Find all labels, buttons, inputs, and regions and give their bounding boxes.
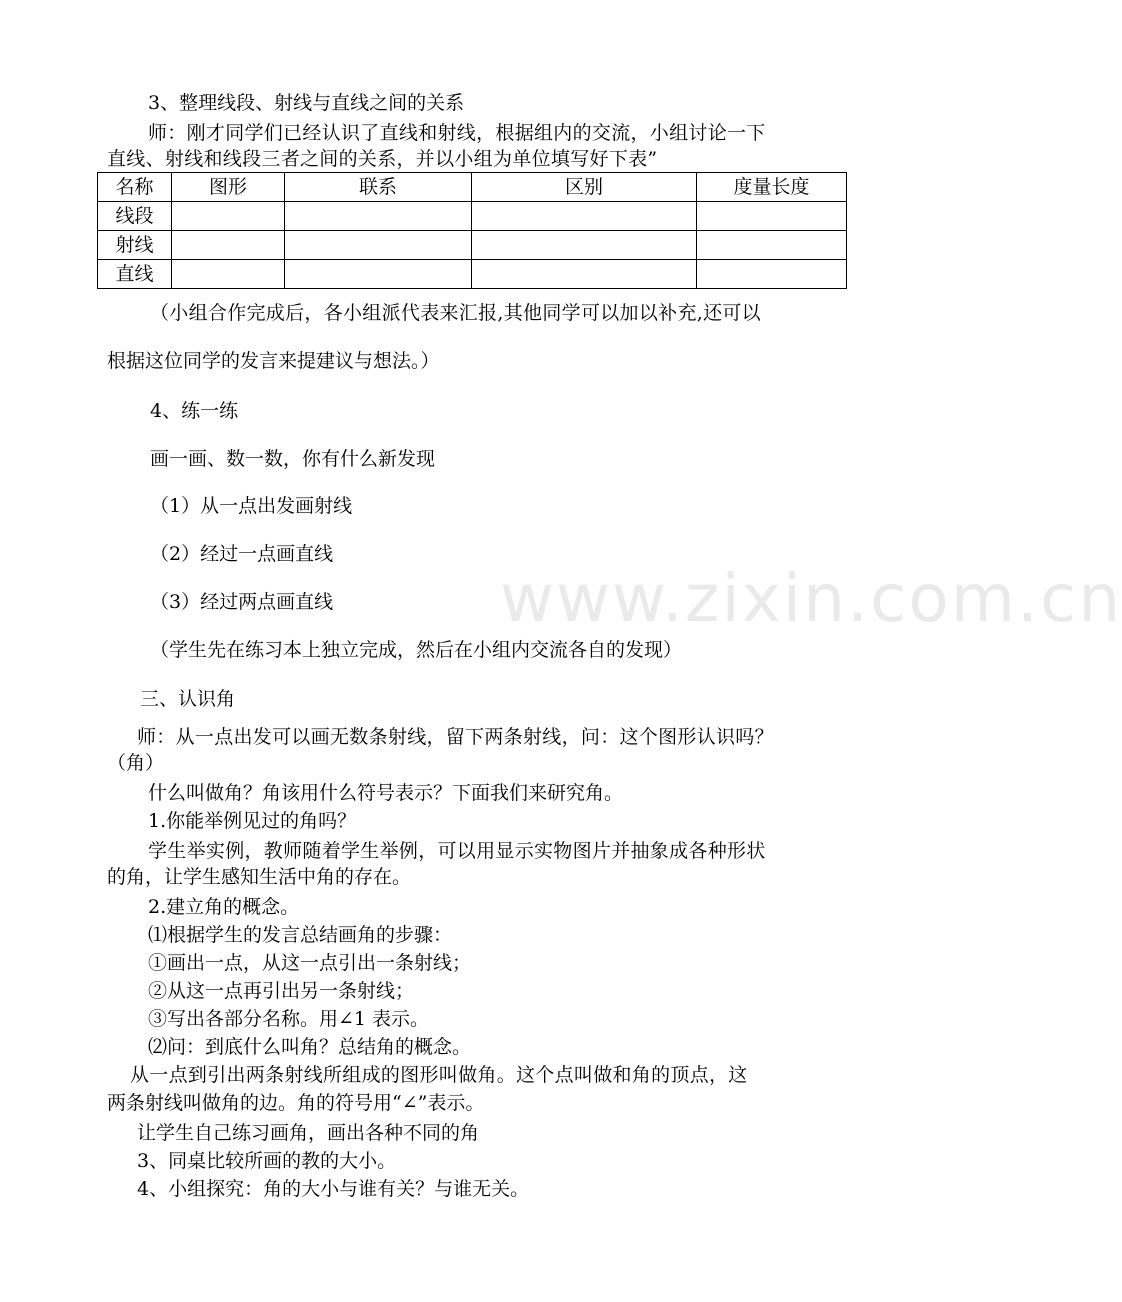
- item-4: 4、小组探究：角的大小与谁有关？与谁无关。: [137, 1178, 530, 1200]
- angle-teacher-line-1: 师：从一点出发可以画无数条射线，留下两条射线，问：这个图形认识吗？: [137, 726, 774, 748]
- item-2-sub-1: ⑴根据学生的发言总结画角的步骤：: [148, 924, 453, 946]
- empty-cell: [697, 202, 847, 231]
- row-label-segment: 线段: [98, 202, 172, 231]
- part3-title: 三、认识角: [140, 688, 236, 710]
- table-row: [98, 202, 847, 231]
- empty-cell: [172, 260, 285, 289]
- practice-item-1: （1）从一点出发画射线: [150, 495, 353, 517]
- relation-table: [97, 172, 847, 289]
- header-name: 名称: [98, 173, 172, 202]
- step-3: ③写出各部分名称。用∠1 表示。: [148, 1008, 430, 1030]
- header-figure: 图形: [172, 173, 285, 202]
- table-row: [98, 260, 847, 289]
- empty-cell: [285, 231, 472, 260]
- header-relation: 联系: [285, 173, 472, 202]
- group-note-line-1: （小组合作完成后，各小组派代表来汇报,其他同学可以加以补充,还可以: [150, 302, 761, 324]
- empty-cell: [472, 231, 697, 260]
- item-2-sub-2: ⑵问：到底什么叫角？总结角的概念。: [148, 1036, 472, 1058]
- practice-intro: 画一画、数一数，你有什么新发现: [150, 448, 436, 470]
- table-row: [98, 231, 847, 260]
- practice-note: （学生先在练习本上独立完成，然后在小组内交流各自的发现）: [150, 639, 683, 661]
- header-measure-length: 度量长度: [697, 173, 847, 202]
- item-1-desc-line-1: 学生举实例，教师随着学生举例，可以用显示实物图片并抽象成各种形状: [148, 840, 766, 862]
- empty-cell: [697, 231, 847, 260]
- teacher-line-1: 师：刚才同学们已经认识了直线和射线，根据组内的交流，小组讨论一下: [148, 122, 766, 144]
- teacher-line-2: 直线、射线和线段三者之间的关系，并以小组为单位填写好下表”: [107, 148, 658, 170]
- practice-item-2: （2）经过一点画直线: [150, 543, 334, 565]
- item-1: 1.你能举例见过的角吗？: [148, 810, 357, 832]
- empty-cell: [472, 260, 697, 289]
- step-1: ①画出一点，从这一点引出一条射线；: [148, 952, 472, 974]
- definition-line-1: 从一点到引出两条射线所组成的图形叫做角。这个点叫做和角的顶点，这: [130, 1064, 748, 1086]
- empty-cell: [472, 202, 697, 231]
- practice-draw: 让学生自己练习画角，画出各种不同的角: [137, 1122, 480, 1144]
- row-label-line: 直线: [98, 260, 172, 289]
- step-2: ②从这一点再引出另一条射线；: [148, 980, 415, 1002]
- section3-title: 3、整理线段、射线与直线之间的关系: [148, 92, 465, 114]
- item-2: 2.建立角的概念。: [148, 896, 300, 918]
- empty-cell: [172, 202, 285, 231]
- empty-cell: [285, 260, 472, 289]
- empty-cell: [697, 260, 847, 289]
- item-3: 3、同桌比较所画的教的大小。: [137, 1150, 397, 1172]
- section4-title: 4、练一练: [150, 400, 239, 422]
- item-1-desc-line-2: 的角，让学生感知生活中角的存在。: [107, 866, 412, 888]
- table-header-row: [98, 173, 847, 202]
- group-note-line-2: 根据这位同学的发言来提建议与想法。）: [107, 350, 440, 372]
- header-difference: 区别: [472, 173, 697, 202]
- angle-teacher-line-2: （角）: [107, 752, 165, 774]
- row-label-ray: 射线: [98, 231, 172, 260]
- angle-question: 什么叫做角？角该用什么符号表示？下面我们来研究角。: [148, 782, 624, 804]
- empty-cell: [172, 231, 285, 260]
- empty-cell: [285, 202, 472, 231]
- definition-line-2: 两条射线叫做角的边。角的符号用“∠”表示。: [107, 1092, 485, 1114]
- watermark: www.zixin.com.cn: [500, 560, 1122, 637]
- practice-item-3: （3）经过两点画直线: [150, 591, 334, 613]
